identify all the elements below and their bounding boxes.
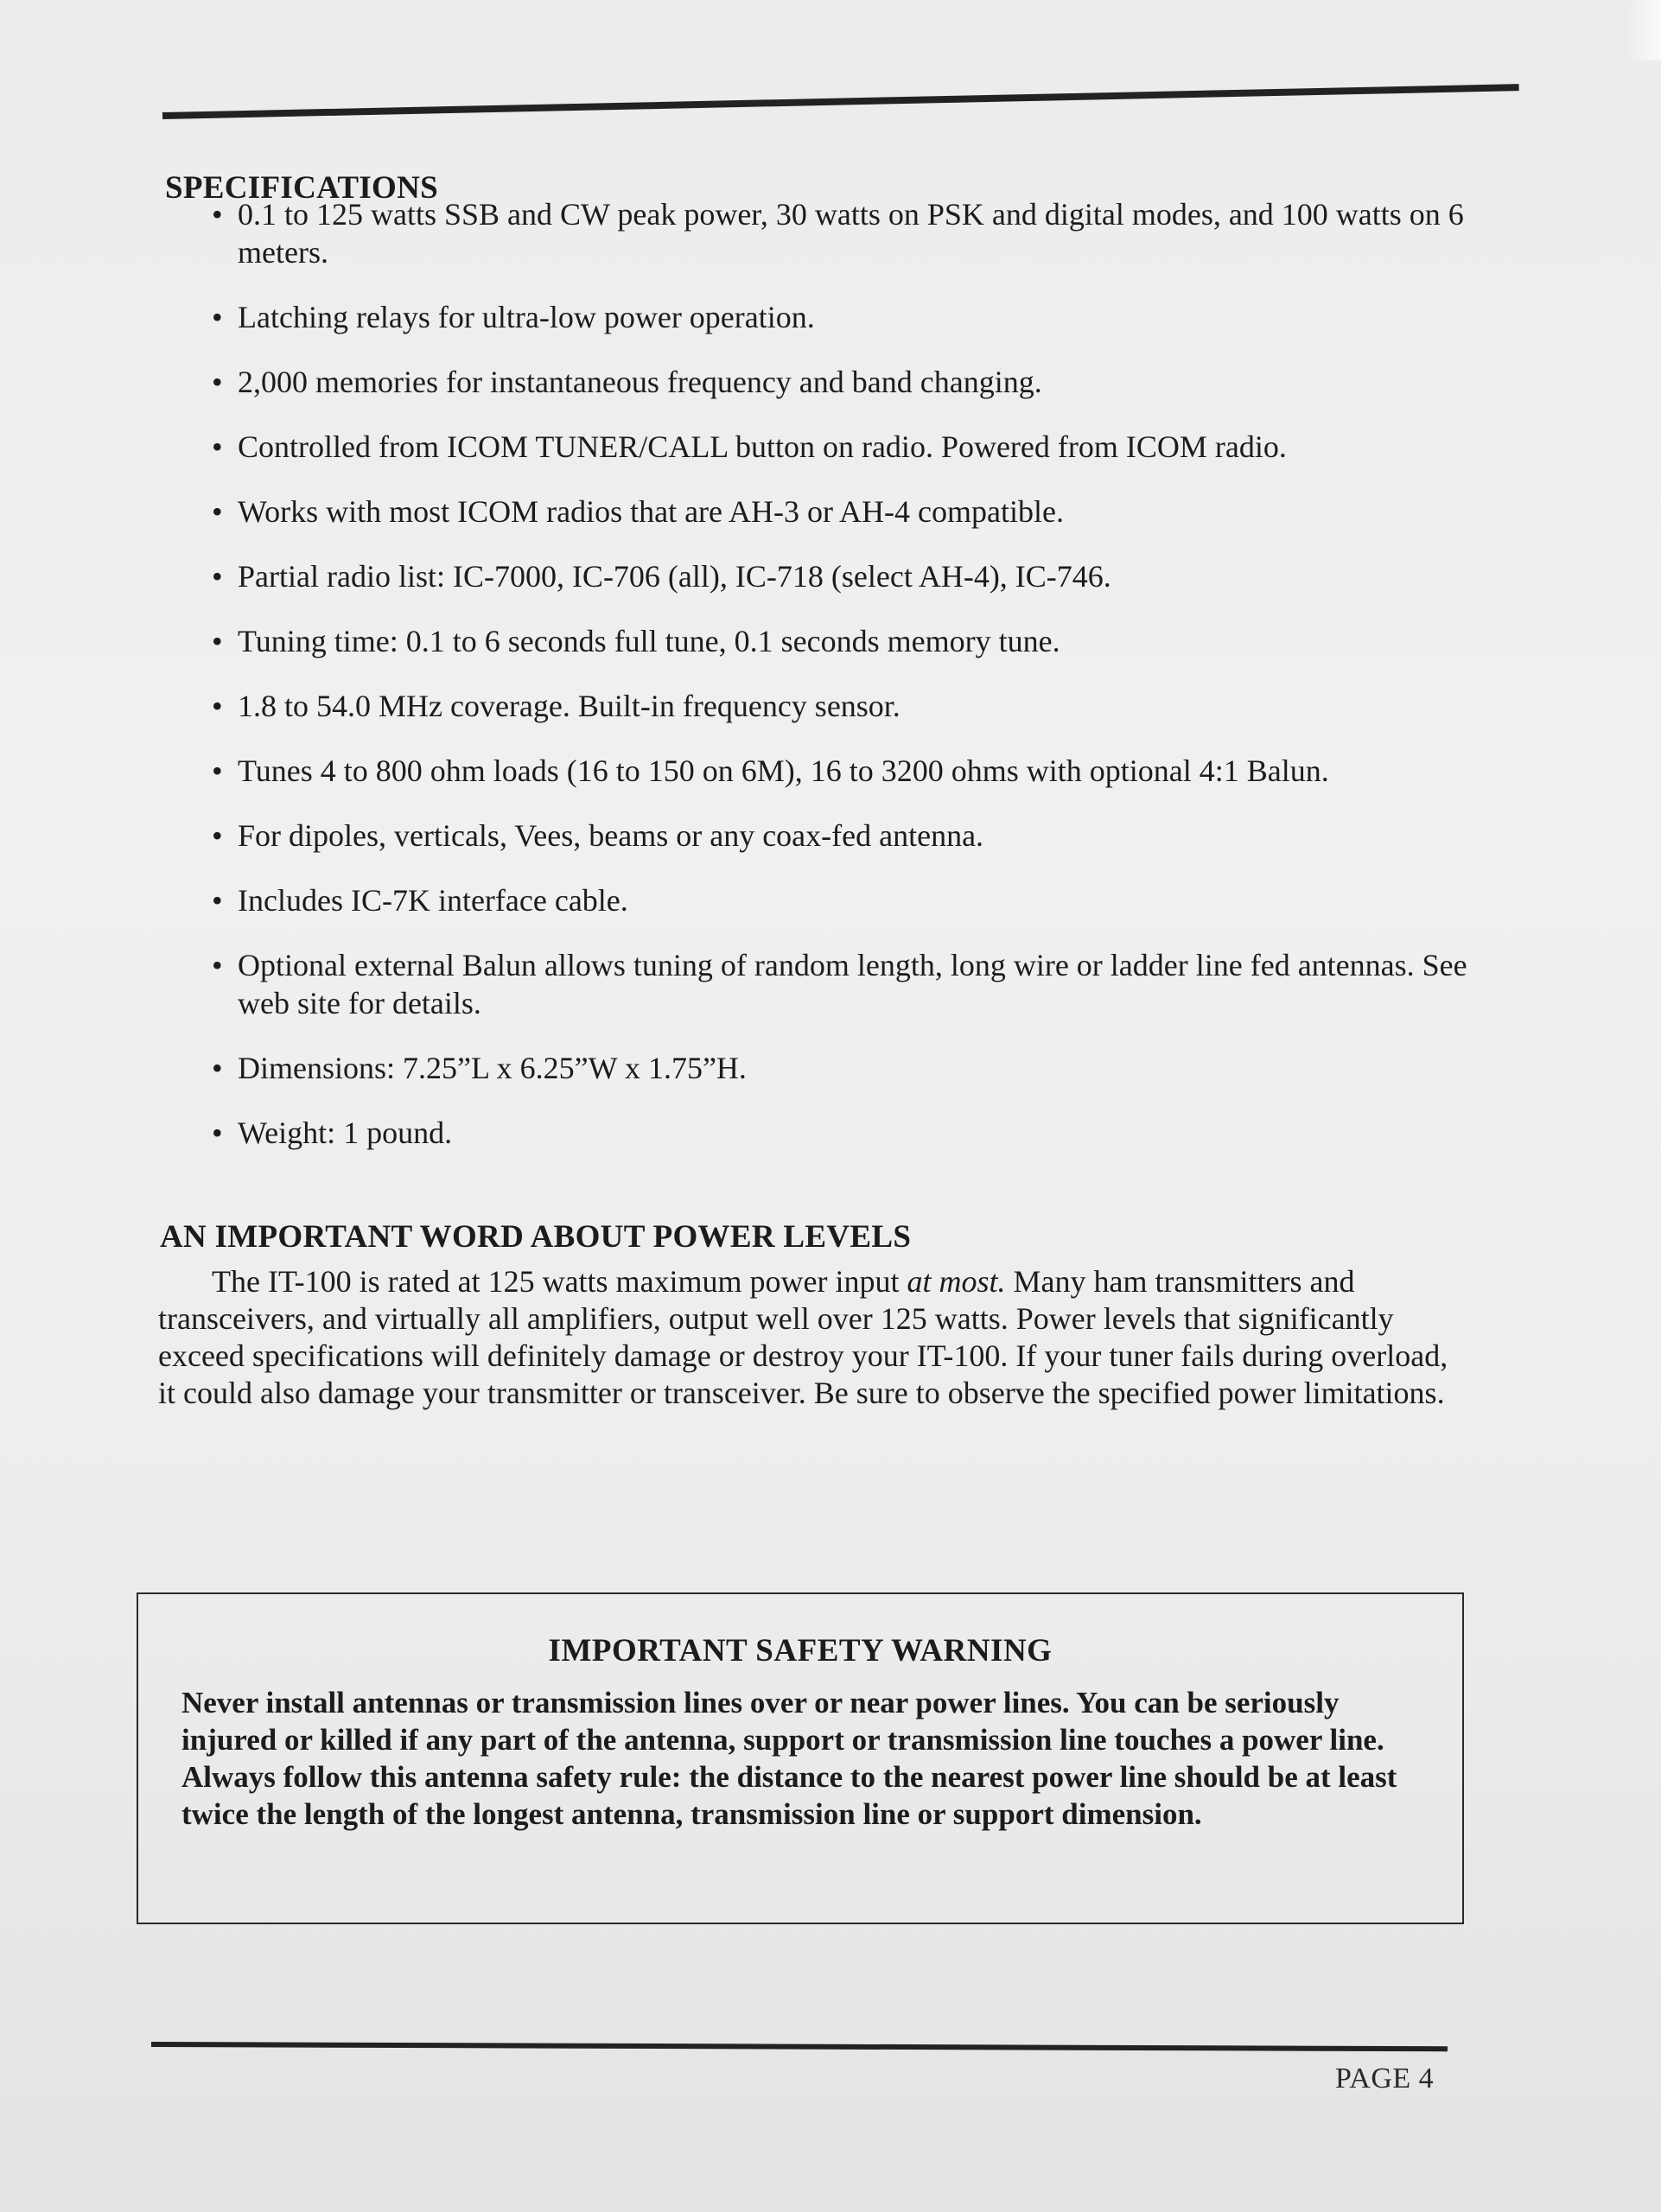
bullet-icon: • — [212, 1116, 223, 1150]
page-edge — [1626, 0, 1661, 60]
bullet-icon: • — [212, 197, 223, 232]
bullet-icon: • — [212, 689, 223, 723]
bottom-rule — [151, 2042, 1448, 2051]
safety-warning-title: IMPORTANT SAFETY WARNING — [548, 1633, 1053, 1669]
top-rule — [162, 84, 1519, 119]
spec-item-text: Partial radio list: IC-7000, IC-706 (all), IC-718 (select AH-4), IC-746. — [238, 559, 1111, 594]
bullet-icon: • — [212, 753, 223, 788]
spec-item-text: Latching relays for ultra-low power operation. — [238, 300, 815, 334]
bullet-icon: • — [212, 365, 223, 399]
spec-item — [212, 428, 1482, 466]
spec-item-text: Includes IC-7K interface cable. — [238, 883, 628, 918]
spec-item-text: Dimensions: 7.25”L x 6.25”W x 1.75”H. — [238, 1051, 747, 1085]
spec-item — [212, 557, 1482, 595]
spec-item — [212, 817, 1482, 855]
safety-warning-box — [137, 1592, 1464, 1924]
spec-item-text: For dipoles, verticals, Vees, beams or any coax-fed antenna. — [238, 818, 984, 853]
power-emphasis: at most. — [907, 1264, 1006, 1299]
spec-item — [212, 1049, 1482, 1087]
spec-item-text: Controlled from ICOM TUNER/CALL button on radio. Powered from ICOM radio. — [238, 429, 1287, 464]
bullet-icon: • — [212, 818, 223, 853]
power-levels-paragraph — [158, 1263, 1463, 1412]
spec-item — [212, 687, 1482, 725]
spec-item-text: Weight: 1 pound. — [238, 1116, 453, 1150]
spec-item — [212, 1114, 1482, 1152]
specifications-list — [212, 195, 1482, 1173]
bullet-icon: • — [212, 948, 223, 982]
power-text-before: The IT-100 is rated at 125 watts maximum power input — [212, 1264, 907, 1299]
bullet-icon: • — [212, 624, 223, 658]
spec-item — [212, 298, 1482, 336]
spec-item — [212, 363, 1482, 401]
bullet-icon: • — [212, 429, 223, 464]
spec-item — [212, 195, 1482, 271]
bullet-icon: • — [212, 494, 223, 529]
safety-warning-text: Never install antennas or transmission lines over or near power lines. You can be seriously injured or killed if any part of the antenna, support or transmission line touches a power line. Always follow this antenna safety rule: the distance to the nearest power line should be at least twice the length of the longest antenna, transmission line or support dimension. — [181, 1686, 1397, 1831]
bullet-icon: • — [212, 883, 223, 918]
power-levels-heading: AN IMPORTANT WORD ABOUT POWER LEVELS — [160, 1219, 912, 1255]
spec-item-text: 2,000 memories for instantaneous frequency and band changing. — [238, 365, 1042, 399]
spec-item — [212, 881, 1482, 919]
bullet-icon: • — [212, 559, 223, 594]
spec-item — [212, 946, 1482, 1022]
spec-item — [212, 752, 1482, 790]
spec-item-text: Optional external Balun allows tuning of random length, long wire or ladder line fed antennas. See web site for details. — [238, 948, 1467, 1020]
bullet-icon: • — [212, 300, 223, 334]
spec-item-text: 0.1 to 125 watts SSB and CW peak power, 30 watts on PSK and digital modes, and 100 watts on 6 meters. — [238, 197, 1464, 270]
page-number: PAGE 4 — [1335, 2063, 1435, 2094]
spec-item-text: Tunes 4 to 800 ohm loads (16 to 150 on 6M), 16 to 3200 ohms with optional 4:1 Balun. — [238, 753, 1329, 788]
spec-item — [212, 622, 1482, 660]
bullet-icon: • — [212, 1051, 223, 1085]
power-text-after: Many ham transmitters and transceivers, and virtually all amplifiers, output well over 125 watts. Power levels that significantly exceed specifications will definitely damage or destroy your IT-100. If your tuner fails during overload, it could also damage your transmitter or transceiver. Be sure to observe the specified power limitations. — [158, 1264, 1448, 1410]
spec-item-text: Works with most ICOM radios that are AH-3 or AH-4 compatible. — [238, 494, 1064, 529]
spec-item-text: Tuning time: 0.1 to 6 seconds full tune, 0.1 seconds memory tune. — [238, 624, 1060, 658]
spec-item-text: 1.8 to 54.0 MHz coverage. Built-in frequency sensor. — [238, 689, 901, 723]
spec-item — [212, 493, 1482, 531]
specifications-heading: SPECIFICATIONS — [165, 170, 439, 206]
